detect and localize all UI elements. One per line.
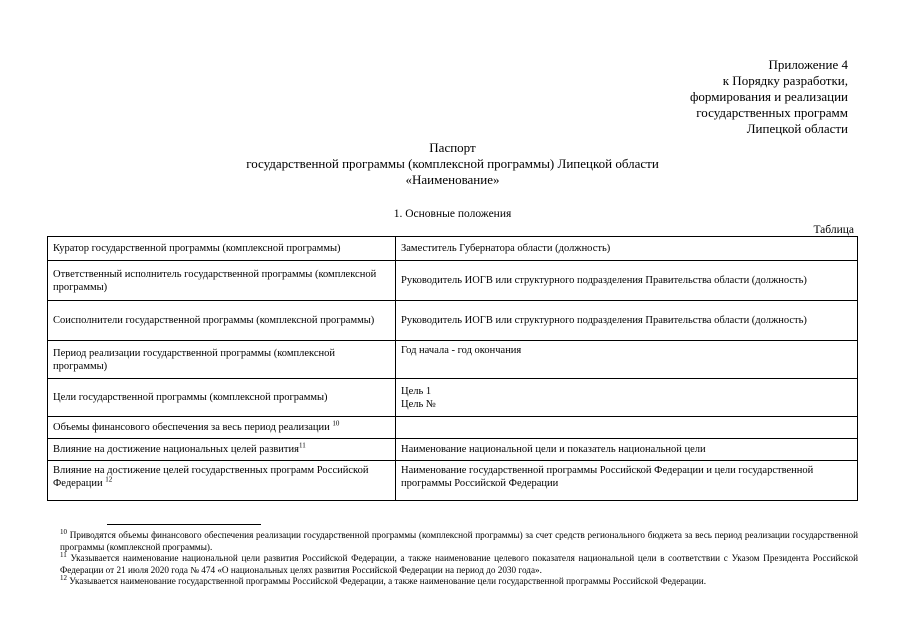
title-line: «Наименование»: [405, 172, 500, 187]
table-row: [48, 417, 858, 439]
passport-table: [47, 236, 858, 501]
row-label: Период реализации государственной программы (комплексной программы): [48, 341, 396, 379]
section-heading: 1. Основные положения: [393, 208, 512, 220]
footnote-ref: 12: [105, 475, 113, 484]
goal-item: Цель 1: [401, 385, 432, 397]
appendix-header: [690, 57, 848, 137]
row-label: Соисполнители государственной программы (комплексной программы): [48, 301, 396, 341]
footnote: $^{10}$ Приводятся объемы финансового обеспечения реализации государственной программы (комплексной программы) за счет средств регионального бюджета за весь период реализации государственной программы (комплексной программы).: [60, 527, 858, 552]
footnote-number: 10: [60, 527, 67, 536]
appendix-line: Приложение 4: [768, 57, 848, 72]
appendix-line: к Порядку разработки,: [722, 73, 848, 88]
appendix-line: государственных программ: [696, 105, 848, 120]
row-label: Влияние на достижение целей государственных программ Российской Федерации $^{12}$: [48, 461, 396, 501]
footnote: $^{12}$ Указывается наименование государственной программы Российской Федерации, а также наименование цели государственной программы Российской Федерации.: [60, 573, 707, 586]
footnote-ref: 10: [332, 419, 340, 428]
table-row: [48, 261, 858, 301]
footnotes: [60, 527, 859, 588]
row-value: Руководитель ИОГВ или структурного подразделения Правительства области (должность): [396, 261, 858, 301]
footnote-number: 12: [60, 573, 67, 582]
row-label: Ответственный исполнитель государственной программы (комплексной программы): [48, 261, 396, 301]
appendix-line: формирования и реализации: [689, 89, 848, 104]
row-value: [396, 379, 858, 417]
footnote-number: 11: [60, 550, 67, 559]
row-value: Наименование национальной цели и показатель национальной цели: [396, 439, 858, 461]
table-row: [48, 439, 858, 461]
table-row: [48, 461, 858, 501]
goal-item: Цель №: [401, 398, 436, 410]
row-label: Цели государственной программы (комплексной программы): [48, 379, 396, 417]
row-value: Наименование государственной программы Российской Федерации и цели государственной программы Российской Федерации: [396, 461, 858, 501]
table-label: Таблица: [813, 224, 854, 236]
title-line: государственной программы (комплексной программы) Липецкой области: [246, 156, 659, 171]
appendix-line: Липецкой области: [746, 121, 848, 136]
row-value: Руководитель ИОГВ или структурного подразделения Правительства области (должность): [396, 301, 858, 341]
footnote-separator: [107, 524, 261, 525]
row-label: Куратор государственной программы (комплексной программы): [48, 237, 396, 261]
footnote-ref: 11: [298, 441, 306, 450]
footnote: $^{11}$ Указывается наименование национальной цели развития Российской Федерации, а также наименование целевого показателя национальной цели в соответствии с Указом Президента Российской Федерации от 21 июля 2020 года № 474 «О национальных целях развития Российской Федерации на период до 2030 года».: [60, 550, 859, 575]
table-row: [48, 341, 858, 379]
row-value: [396, 417, 858, 439]
row-value: Год начала - год окончания: [396, 341, 858, 379]
row-label: Объемы финансового обеспечения за весь период реализации $^{10}$: [48, 417, 396, 439]
document-title: [0, 140, 905, 188]
title-line: Паспорт: [429, 140, 476, 155]
table-row: [48, 301, 858, 341]
row-value: Заместитель Губернатора области (должность): [396, 237, 858, 261]
table-row: [48, 237, 858, 261]
table-row: [48, 379, 858, 417]
row-label: Влияние на достижение национальных целей развития$^{11}$: [48, 439, 396, 461]
